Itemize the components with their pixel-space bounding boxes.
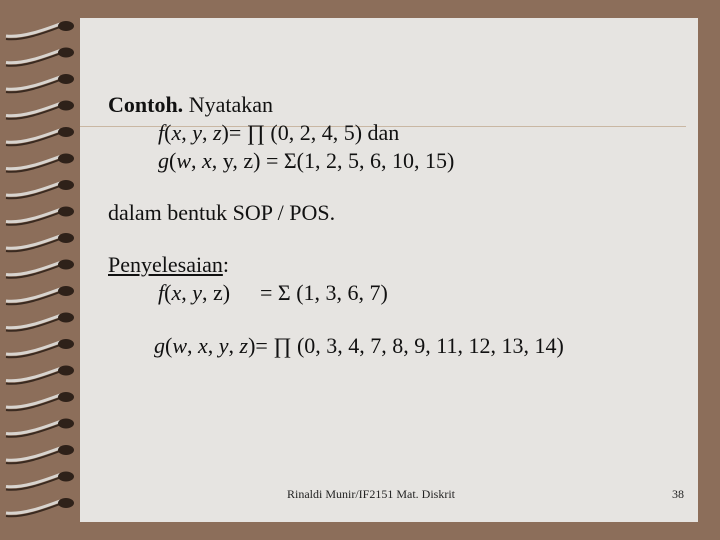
binding-hole — [58, 74, 74, 84]
answer-f-label: f(x, y, z) — [158, 280, 231, 305]
binding-hole — [58, 445, 74, 455]
example-heading — [108, 94, 273, 116]
binding-hole — [58, 366, 74, 376]
solution-heading: Penyelesaian: — [108, 252, 229, 277]
answer-f-result: = Σ (1, 3, 6, 7) — [260, 280, 388, 305]
binding-hole — [58, 101, 74, 111]
binding-hole — [58, 392, 74, 402]
binding-hole — [58, 498, 74, 508]
binding-hole — [58, 313, 74, 323]
binding-hole — [58, 233, 74, 243]
task-text: dalam bentuk SOP / POS. — [108, 200, 336, 225]
footer-author: Rinaldi Munir/IF2151 Mat. Diskrit — [287, 487, 455, 501]
binding-hole — [58, 207, 74, 217]
function-g-definition: g(w, x, y, z) = Σ(1, 2, 5, 6, 10, 15) — [158, 148, 455, 173]
binding-hole — [58, 127, 74, 137]
binding-hole — [58, 260, 74, 270]
spiral-binding — [0, 0, 92, 540]
binding-hole — [58, 48, 74, 58]
binding-hole — [58, 339, 74, 349]
example-label: Contoh. — [108, 92, 184, 117]
binding-hole — [58, 180, 74, 190]
function-f-definition: f(x, y, z)= ∏ (0, 2, 4, 5) dan — [158, 120, 400, 145]
example-instruction: Nyatakan — [188, 92, 273, 117]
binding-hole — [58, 419, 74, 429]
binding-hole — [58, 154, 74, 164]
binding-hole — [58, 21, 74, 31]
page-number: 38 — [672, 487, 684, 501]
binding-hole — [58, 286, 74, 296]
answer-g: g(w, x, y, z)= ∏ (0, 3, 4, 7, 8, 9, 11, 12, 13, 14) — [154, 333, 564, 358]
binding-hole — [58, 472, 74, 482]
